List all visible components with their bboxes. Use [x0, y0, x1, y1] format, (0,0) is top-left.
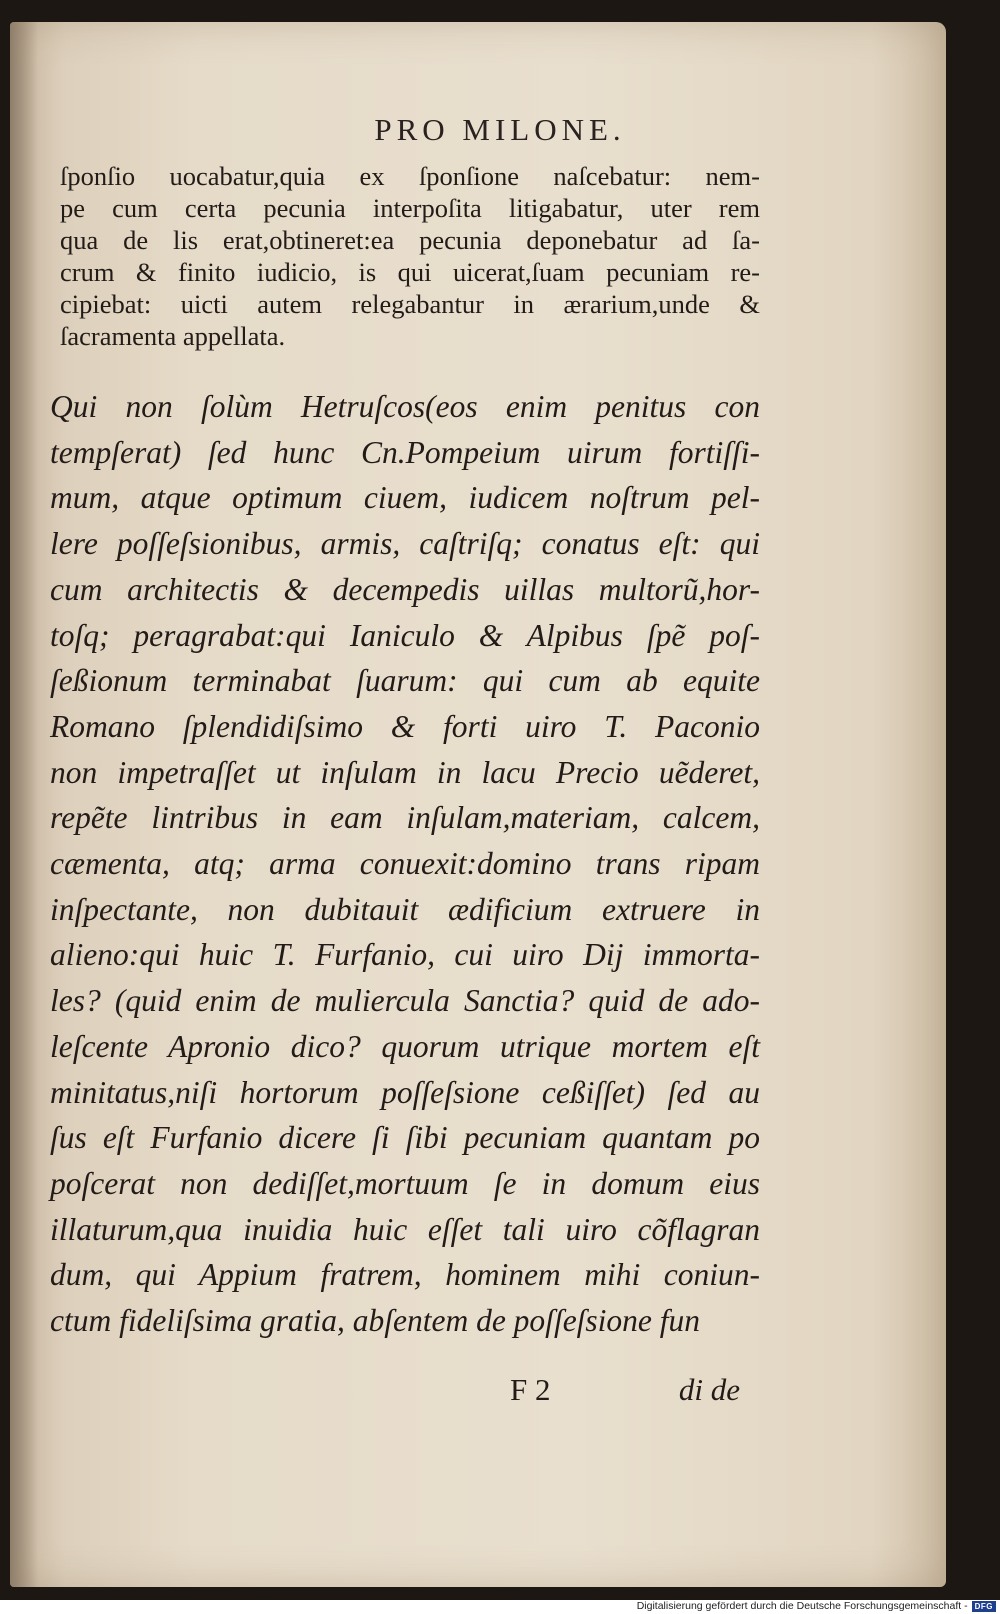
- text-line: leſcente Apronio dico? quorum utrique mortem eſt: [50, 1028, 760, 1064]
- digitization-credit: [637, 1600, 996, 1612]
- text-line: inſpectante, non dubitauit ædificium extruere in: [50, 891, 760, 927]
- text-line: poſcerat non dediſſet,mortuum ſe in domum eius: [50, 1165, 760, 1201]
- text-line: Romano ſplendidiſsimo & forti uiro T. Paconio: [50, 708, 760, 744]
- note-line: cipiebat: uicti autem relegabantur in ærarium,unde &: [60, 289, 760, 319]
- text-line: non impetraſſet ut inſulam in lacu Precio uẽderet,: [50, 754, 760, 790]
- main-text: [50, 384, 760, 1344]
- note-line: ſponſio uocabatur,quia ex ſponſione naſcebatur: nem-: [60, 161, 760, 191]
- note-line: pe cum certa pecunia interpoſita litigabatur, uter rem: [60, 193, 760, 223]
- text-line: Qui non ſolùm Hetruſcos(eos enim penitus con: [50, 389, 760, 424]
- text-line: lere poſſeſsionibus, armis, caſtriſq; conatus eſt: qui: [50, 526, 760, 562]
- text-line: tempſerat) ſed hunc Cn.Pompeium uirum fortiſſi-: [50, 434, 760, 470]
- text-line: dum, qui Appium fratrem, hominem mihi coniun-: [50, 1257, 760, 1293]
- note-line: ſacramenta appellata.: [60, 321, 286, 351]
- text-line: cum architectis & decempedis uillas multorũ,hor-: [50, 571, 760, 607]
- text-line: ctum fideliſsima gratia, abſentem de poſſeſsione fun: [50, 1303, 701, 1339]
- note-line: crum & finito iudicio, is qui uicerat,ſuam pecuniam re-: [60, 257, 760, 287]
- credit-text: Digitalisierung gefördert durch die Deutsche Forschungsgemeinschaft -: [636, 1600, 968, 1612]
- text-line: cæmenta, atq; arma conuexit:domino trans ripam: [50, 846, 760, 882]
- text-line: illaturum,qua inuidia huic eſſet tali uiro cõflagran: [50, 1211, 760, 1247]
- text-line: minitatus,niſi hortorum poſſeſsione ceßiſſet) ſed au: [50, 1074, 760, 1110]
- text-line: ſeßionum terminabat ſuarum: qui cum ab equite: [50, 663, 760, 699]
- text-line: les? (quid enim de muliercula Sanctia? quid de ado-: [50, 983, 760, 1019]
- text-line: alieno:qui huic T. Furfanio, cui uiro Dij immorta-: [50, 937, 760, 973]
- text-line: repẽte lintribus in eam inſulam,materiam, calcem,: [50, 800, 760, 836]
- commentary-note: [60, 160, 760, 352]
- signature-mark: F 2: [510, 1372, 551, 1407]
- text-line: mum, atque optimum ciuem, iudicem noſtrum pel-: [50, 480, 760, 516]
- catchword: di de: [678, 1372, 740, 1407]
- dfg-logo: DFG: [972, 1601, 996, 1612]
- running-head: PRO MILONE.: [374, 112, 626, 147]
- page-gutter-shadow: [10, 22, 38, 1587]
- text-line: ſus eſt Furfanio dicere ſi ſibi pecuniam quantam po: [50, 1120, 760, 1156]
- note-line: qua de lis erat,obtineret:ea pecunia deponebatur ad ſa-: [60, 225, 760, 255]
- text-line: toſq; peragrabat:qui Ianiculo & Alpibus ſpẽ poſ-: [50, 617, 760, 653]
